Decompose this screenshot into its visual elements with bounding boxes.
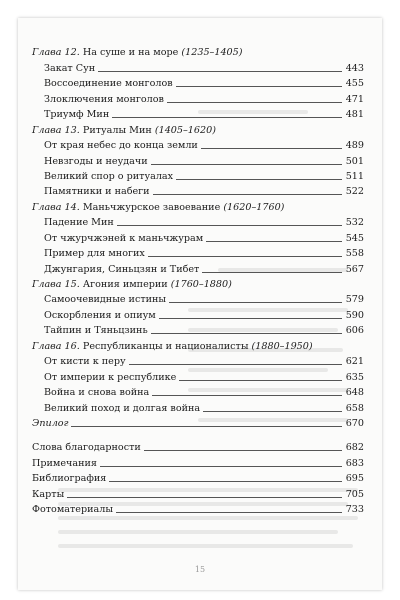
entry-page: 501 <box>345 155 364 167</box>
book-page <box>18 18 382 590</box>
entry-page: 481 <box>345 109 364 121</box>
back-matter-page: 683 <box>345 457 364 469</box>
dotted-leader <box>151 164 342 165</box>
toc-back-matter[interactable] <box>32 485 364 500</box>
toc-entry[interactable] <box>32 399 364 414</box>
dotted-leader <box>201 148 342 149</box>
chapter-heading <box>32 44 364 59</box>
entry-page: 511 <box>345 170 364 182</box>
toc-epilogue[interactable] <box>32 415 364 430</box>
back-matter-label: Слова благодарности <box>32 442 141 454</box>
entry-label: Воссоединение монголов <box>44 78 173 90</box>
dotted-leader <box>148 256 342 257</box>
entry-page: 635 <box>345 371 364 383</box>
back-matter-page: 695 <box>345 473 364 485</box>
chapter-years: (1760–1880) <box>170 279 232 290</box>
entry-label: Джунгария, Синьцзян и Тибет <box>44 263 200 275</box>
toc-entry[interactable] <box>32 260 364 275</box>
dotted-leader <box>169 302 342 303</box>
dotted-leader <box>179 380 342 381</box>
entry-label: Великий поход и долгая война <box>44 402 201 414</box>
toc-entry[interactable] <box>32 168 364 183</box>
chapter-title: Агония империи <box>82 279 168 290</box>
entry-page: 658 <box>345 402 364 414</box>
toc-entry[interactable] <box>32 229 364 244</box>
chapter-heading <box>32 198 364 213</box>
epilogue-label: Эпилог <box>32 417 69 429</box>
back-matter-page: 705 <box>345 488 364 500</box>
entry-page: 522 <box>345 186 364 198</box>
entry-label: Война и снова война <box>44 387 150 399</box>
chapter-heading <box>32 276 364 291</box>
dotted-leader <box>112 117 342 118</box>
entry-page: 567 <box>345 263 364 275</box>
chapter-number: Глава 14. <box>32 201 80 213</box>
toc-entry[interactable] <box>32 183 364 198</box>
toc-back-matter[interactable] <box>32 501 364 516</box>
chapter-title: На суше и на море <box>82 47 179 59</box>
toc-entry[interactable] <box>32 137 364 152</box>
entry-label: От края небес до конца земли <box>44 140 198 152</box>
chapter-number: Глава 16. <box>32 340 80 352</box>
entry-label: От чжурчжэней к маньчжурам <box>44 232 204 244</box>
dotted-leader <box>206 241 342 242</box>
entry-label: Злоключения монголов <box>44 93 164 105</box>
back-matter-label: Примечания <box>32 457 97 469</box>
entry-label: Закат Сун <box>44 62 96 74</box>
entry-label: Великий спор о ритуалах <box>44 170 174 182</box>
dotted-leader <box>117 225 342 226</box>
back-matter-label: Карты <box>32 488 65 500</box>
dotted-leader <box>116 512 342 513</box>
dotted-leader <box>153 194 342 195</box>
section-gap <box>32 430 364 439</box>
entry-page: 590 <box>345 309 364 321</box>
entry-page: 532 <box>345 217 364 229</box>
back-matter-page: 733 <box>345 504 364 516</box>
toc-entry[interactable] <box>32 368 364 383</box>
table-of-contents <box>32 44 364 516</box>
entry-label: Оскорбления и опиум <box>44 309 156 321</box>
chapter-title: Республиканцы и националисты <box>82 340 249 352</box>
chapter-years: (1235–1405) <box>181 47 243 59</box>
entry-label: Триумф Мин <box>44 109 110 121</box>
chapter-title: Ритуалы Мин <box>82 124 152 136</box>
entry-page: 545 <box>345 232 364 244</box>
dotted-leader <box>176 179 342 180</box>
entry-label: От империи к республике <box>44 371 177 383</box>
entry-page: 443 <box>345 62 364 74</box>
dotted-leader <box>152 395 342 396</box>
chapter-title: Маньчжурское завоевание <box>82 201 221 213</box>
entry-page: 471 <box>345 93 364 105</box>
entry-label: Падение Мин <box>44 217 114 229</box>
chapter-number: Глава 13. <box>32 124 80 136</box>
entry-page: 606 <box>345 325 364 337</box>
entry-label: Памятники и набеги <box>44 186 150 198</box>
toc-back-matter[interactable] <box>32 439 364 454</box>
entry-label: Самоочевидные истины <box>44 294 167 306</box>
dotted-leader <box>100 466 342 467</box>
entry-label: От кисти к перу <box>44 356 126 368</box>
toc-entry[interactable] <box>32 322 364 337</box>
toc-entry[interactable] <box>32 384 364 399</box>
entry-label: Пример для многих <box>44 248 145 260</box>
toc-entry[interactable] <box>32 291 364 306</box>
dotted-leader <box>71 426 342 427</box>
chapter-years: (1405–1620) <box>154 124 216 136</box>
epilogue-page: 670 <box>345 417 364 429</box>
chapter-number: Глава 15. <box>32 279 80 290</box>
toc-entry[interactable] <box>32 90 364 105</box>
entry-page: 579 <box>345 294 364 306</box>
back-matter-label: Библиография <box>32 473 107 485</box>
toc-entry[interactable] <box>32 152 364 167</box>
dotted-leader <box>203 411 342 412</box>
dotted-leader <box>167 102 342 103</box>
dotted-leader <box>176 86 342 87</box>
entry-page: 455 <box>345 78 364 90</box>
toc-back-matter[interactable] <box>32 470 364 485</box>
dotted-leader <box>129 364 342 365</box>
entry-label: Тайпин и Тяньцзинь <box>44 325 148 337</box>
dotted-leader <box>67 497 342 498</box>
dotted-leader <box>144 450 342 451</box>
toc-entry[interactable] <box>32 75 364 90</box>
toc-entry[interactable] <box>32 214 364 229</box>
toc-entry[interactable] <box>32 59 364 74</box>
toc-entry[interactable] <box>32 106 364 121</box>
page-number: 15 <box>194 565 206 574</box>
entry-page: 648 <box>345 387 364 399</box>
chapter-years: (1880–1950) <box>251 340 313 352</box>
dotted-leader <box>159 318 342 319</box>
back-matter-page: 682 <box>345 442 364 454</box>
entry-page: 489 <box>345 140 364 152</box>
entry-page: 558 <box>345 248 364 260</box>
chapter-years: (1620–1760) <box>223 201 285 213</box>
back-matter-label: Фотоматериалы <box>32 504 113 516</box>
dotted-leader <box>98 71 342 72</box>
toc-entry[interactable] <box>32 306 364 321</box>
dotted-leader <box>202 272 342 273</box>
toc-back-matter[interactable] <box>32 454 364 469</box>
entry-label: Невзгоды и неудачи <box>44 155 148 167</box>
chapter-heading <box>32 337 364 352</box>
entry-page: 621 <box>345 356 364 368</box>
toc-entry[interactable] <box>32 353 364 368</box>
dotted-leader <box>151 333 342 334</box>
dotted-leader <box>109 481 342 482</box>
chapter-number: Глава 12. <box>32 47 80 59</box>
toc-entry[interactable] <box>32 245 364 260</box>
chapter-heading <box>32 121 364 136</box>
